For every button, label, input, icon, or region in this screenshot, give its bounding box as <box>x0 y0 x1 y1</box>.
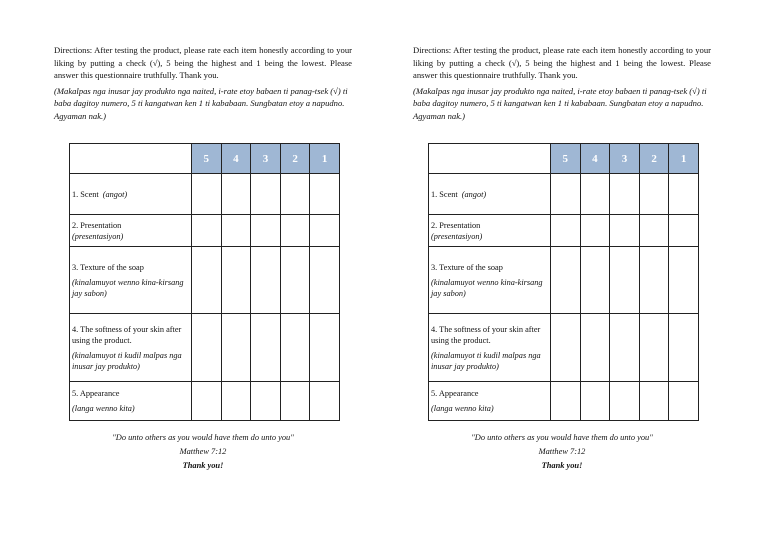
score-header-5: 5 <box>551 144 581 174</box>
rating-cell-3[interactable] <box>251 314 281 382</box>
rating-cell-2[interactable] <box>639 382 669 421</box>
header-row <box>429 144 699 174</box>
quote-text: "Do unto others as you would have them do unto you" <box>112 433 294 442</box>
score-header-5: 5 <box>192 144 222 174</box>
rating-cell-4[interactable] <box>580 215 610 247</box>
item-translation: (presentasiyon) <box>72 231 124 241</box>
rating-cell-4[interactable] <box>580 247 610 314</box>
rating-cell-5[interactable] <box>192 174 222 215</box>
score-header-2: 2 <box>639 144 669 174</box>
item-translation: (kinalamuyot ti kudil malpas nga inusar jay produkto) <box>72 350 182 371</box>
score-header-3: 3 <box>610 144 640 174</box>
table-row <box>429 215 699 247</box>
table-row <box>70 215 340 247</box>
item-translation: (angot) <box>102 189 128 199</box>
score-header-1: 1 <box>310 144 340 174</box>
rating-cell-4[interactable] <box>221 174 251 215</box>
item-translation: (kinalamuyot ti kudil malpas nga inusar jay produkto) <box>431 350 541 371</box>
directions-text: Directions: After testing the product, please rate each item honestly according to your liking by putting a check (√), 5 being the highest and 1 being the lowest. Please answer this questionnaire truthfully. Thank you. <box>54 45 352 81</box>
item-label: 4. The softness of your skin after using the product. <box>72 324 182 345</box>
rating-cell-1[interactable] <box>669 215 699 247</box>
rating-cell-2[interactable] <box>639 215 669 247</box>
quote-text: "Do unto others as you would have them do unto you" <box>471 433 653 442</box>
rating-cell-1[interactable] <box>310 247 340 314</box>
rating-cell-5[interactable] <box>192 215 222 247</box>
rating-cell-3[interactable] <box>610 382 640 421</box>
rating-cell-5[interactable] <box>551 174 581 215</box>
rating-cell-2[interactable] <box>639 247 669 314</box>
rating-cell-5[interactable] <box>192 247 222 314</box>
item-presentation <box>429 215 551 247</box>
questionnaire-left <box>54 44 352 470</box>
item-label: 3. Texture of the soap <box>431 262 503 272</box>
rating-cell-3[interactable] <box>251 382 281 421</box>
table-row <box>429 174 699 215</box>
table-row <box>429 314 699 382</box>
item-label: 3. Texture of the soap <box>72 262 144 272</box>
translation-text: (Makalpas nga inusar jay produkto nga naited, i-rate etoy babaen ti panag-tsek (√) ti baba dagitoy numero, 5 ti kangatwan ken 1 ti kababaan. Sungbatan etoy a napudno. Agyaman nak.) <box>54 85 348 121</box>
rating-cell-5[interactable] <box>192 382 222 421</box>
table-row <box>429 247 699 314</box>
rating-cell-1[interactable] <box>310 314 340 382</box>
rating-cell-3[interactable] <box>610 314 640 382</box>
rating-cell-4[interactable] <box>580 174 610 215</box>
rating-cell-4[interactable] <box>580 382 610 421</box>
rating-table <box>428 143 699 421</box>
questionnaire-right <box>413 44 711 470</box>
item-translation: (presentasiyon) <box>431 231 483 241</box>
item-translation: (kinalamuyot wenno kina-kirsang jay sabon) <box>72 277 184 298</box>
item-label: 4. The softness of your skin after using the product. <box>431 324 541 345</box>
rating-cell-5[interactable] <box>551 314 581 382</box>
rating-cell-4[interactable] <box>221 247 251 314</box>
item-translation: (kinalamuyot wenno kina-kirsang jay sabon) <box>431 277 543 298</box>
rating-cell-2[interactable] <box>280 174 310 215</box>
item-softness <box>429 314 551 382</box>
rating-cell-2[interactable] <box>639 174 669 215</box>
score-header-4: 4 <box>221 144 251 174</box>
item-label: 1. Scent <box>72 189 99 199</box>
item-texture <box>70 247 192 314</box>
rating-cell-3[interactable] <box>610 215 640 247</box>
closing-quote <box>54 433 352 471</box>
item-label: 2. Presentation <box>72 220 122 230</box>
rating-cell-3[interactable] <box>251 215 281 247</box>
rating-cell-2[interactable] <box>280 382 310 421</box>
score-header-1: 1 <box>669 144 699 174</box>
item-scent <box>70 174 192 215</box>
score-header-3: 3 <box>251 144 281 174</box>
item-appearance <box>70 382 192 421</box>
translation-text: (Makalpas nga inusar jay produkto nga naited, i-rate etoy babaen ti panag-tsek (√) ti baba dagitoy numero, 5 ti kangatwan ken 1 ti kababaan. Sungbatan etoy a napudno. Agyaman nak.) <box>413 85 707 121</box>
rating-cell-2[interactable] <box>280 247 310 314</box>
directions-text: Directions: After testing the product, please rate each item honestly according to your liking by putting a check (√), 5 being the highest and 1 being the lowest. Please answer this questionnaire truthfully. Thank you. <box>413 45 711 81</box>
item-translation: (langa wenno kita) <box>72 404 135 413</box>
rating-cell-1[interactable] <box>669 314 699 382</box>
table-row <box>429 382 699 421</box>
rating-cell-4[interactable] <box>580 314 610 382</box>
table-row <box>70 314 340 382</box>
rating-cell-5[interactable] <box>551 215 581 247</box>
thank-you-text: Thank you! <box>541 461 583 470</box>
item-label: 1. Scent <box>431 189 458 199</box>
item-appearance <box>429 382 551 421</box>
rating-cell-1[interactable] <box>310 382 340 421</box>
rating-cell-1[interactable] <box>310 174 340 215</box>
score-header-2: 2 <box>280 144 310 174</box>
closing-quote <box>413 433 711 471</box>
rating-cell-2[interactable] <box>639 314 669 382</box>
item-scent <box>429 174 551 215</box>
header-blank-cell <box>70 144 192 174</box>
rating-cell-1[interactable] <box>669 174 699 215</box>
rating-cell-4[interactable] <box>221 314 251 382</box>
rating-cell-3[interactable] <box>251 247 281 314</box>
item-translation: (langa wenno kita) <box>431 404 494 413</box>
item-label: 5. Appearance <box>431 389 479 398</box>
rating-cell-3[interactable] <box>610 247 640 314</box>
rating-cell-5[interactable] <box>551 247 581 314</box>
rating-table <box>69 143 340 421</box>
item-softness <box>70 314 192 382</box>
table-row <box>70 174 340 215</box>
rating-cell-2[interactable] <box>280 215 310 247</box>
item-translation: (angot) <box>461 189 487 199</box>
rating-cell-3[interactable] <box>610 174 640 215</box>
item-label: 5. Appearance <box>72 389 120 398</box>
rating-cell-1[interactable] <box>310 215 340 247</box>
rating-cell-1[interactable] <box>669 247 699 314</box>
quote-verse: Matthew 7:12 <box>179 447 227 456</box>
rating-cell-4[interactable] <box>221 382 251 421</box>
table-row <box>70 247 340 314</box>
rating-cell-5[interactable] <box>551 382 581 421</box>
item-label: 2. Presentation <box>431 220 481 230</box>
header-row <box>70 144 340 174</box>
rating-cell-2[interactable] <box>280 314 310 382</box>
rating-cell-4[interactable] <box>221 215 251 247</box>
quote-verse: Matthew 7:12 <box>538 447 586 456</box>
rating-cell-1[interactable] <box>669 382 699 421</box>
item-presentation <box>70 215 192 247</box>
score-header-4: 4 <box>580 144 610 174</box>
header-blank-cell <box>429 144 551 174</box>
table-row <box>70 382 340 421</box>
thank-you-text: Thank you! <box>182 461 224 470</box>
item-texture <box>429 247 551 314</box>
rating-cell-5[interactable] <box>192 314 222 382</box>
rating-cell-3[interactable] <box>251 174 281 215</box>
